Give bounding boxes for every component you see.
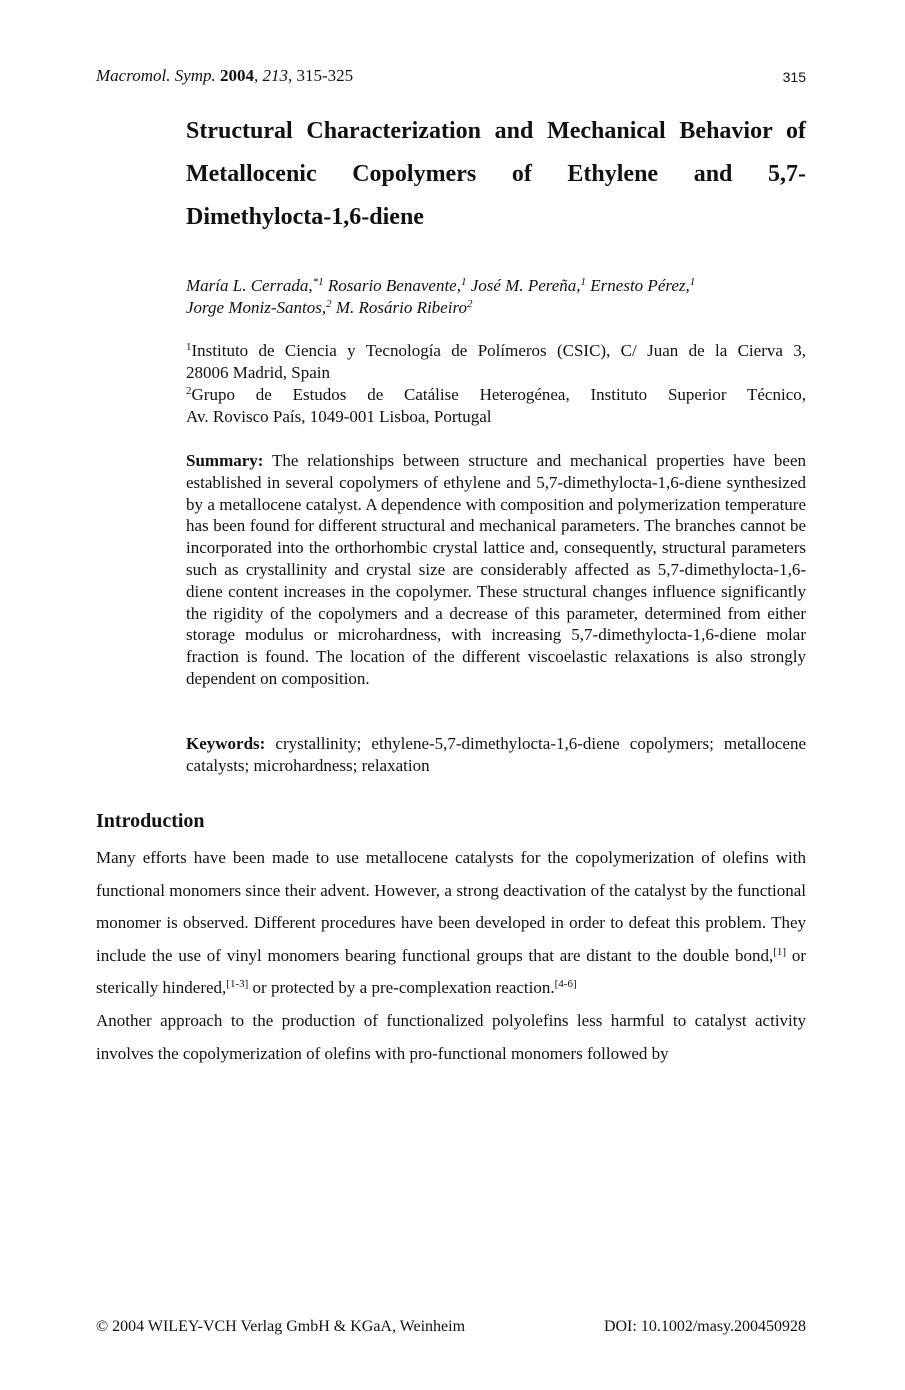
intro-paragraph-1: Many efforts have been made to use metallocene catalysts for the copolymerization of olefins with functional monomers since their advent. However, a strong deactivation of the catalyst by the functional monomer is observed. Different procedures have been developed in order to defeat this problem. They include the use of vinyl monomers bearing functional groups that are distant to the double bond,[1] or sterically hindered,[1-3] or protected by a pre-complexation reaction.[4-6] [96, 848, 806, 998]
author-list [186, 275, 806, 319]
paper-title [186, 110, 806, 239]
author-affil-mark: 1 [689, 276, 696, 288]
footer-copyright: © 2004 WILEY-VCH Verlag GmbH & KGaA, Weinheim [96, 1318, 466, 1335]
keywords [186, 733, 806, 777]
page-number: 315 [782, 69, 806, 85]
author-affil-mark: 1 [580, 276, 587, 288]
section-heading-introduction: Introduction [96, 810, 205, 832]
author-name: Ernesto Pérez, [590, 276, 690, 295]
author-affil-mark: 2 [326, 298, 332, 310]
citation-ref: [1-3] [226, 978, 249, 991]
journal-name: Macromol. Symp. [96, 66, 216, 85]
author-affil-mark: *1 [312, 276, 324, 288]
introduction-body [96, 842, 806, 1070]
journal-pages: 315-325 [296, 66, 354, 85]
author-affil-mark: 1 [460, 276, 467, 288]
keywords-text: crystallinity; ethylene-5,7-dimethylocta-1,6-diene copolymers; metallocene catalysts; microhardness; relaxation [186, 734, 806, 775]
title-line-1: Structural Characterization and Mechanical Behavior of [186, 118, 806, 144]
affiliation-1-city: 28006 Madrid, Spain [186, 363, 331, 382]
author-name: José M. Pereña, [470, 276, 581, 295]
author-name: M. Rosário Ribeiro [335, 298, 467, 317]
author-affil-mark: 2 [466, 298, 473, 310]
author-name: Jorge Moniz-Santos, [186, 298, 327, 317]
affiliation-2: $^2$Grupo de Estudos de Catálise Heterogénea, Instituto Superior Técnico, [186, 385, 806, 404]
affiliations [186, 340, 806, 428]
affiliation-1: $^1$Instituto de Ciencia y Tecnología de Polímeros (CSIC), C/ Juan de la Cierva 3, [186, 341, 806, 360]
journal-volume: 213 [262, 66, 289, 85]
summary-abstract [186, 450, 806, 690]
summary-text: The relationships between structure and mechanical properties have been established in several copolymers of ethylene and 5,7-dimethylocta-1,6-diene synthesized by a metallocene catalyst. A dependence with composition and polymerization temperature has been found for different structural and mechanical parameters. The branches cannot be incorporated into the orthorhombic crystal lattice and, consequently, structural parameters such as crystallinity and crystal size are considerably affected as 5,7-dimethylocta-1,6-diene content increases in the copolymer. These structural changes influence significantly the rigidity of the copolymers and a decrease of this parameter, determined from either storage modulus or microhardness, with increasing 5,7-dimethylocta-1,6-diene molar fraction is found. The location of the different viscoelastic relaxations is also strongly dependent on composition. [186, 451, 806, 688]
author-name: Rosario Benavente, [327, 276, 461, 295]
intro-paragraph-2: Another approach to the production of functionalized polyolefins less harmful to catalyst activity involves the copolymerization of olefins with pro-functional monomers followed by [96, 1010, 806, 1063]
journal-year: 2004 [220, 66, 255, 85]
affiliation-2-city: Av. Rovisco País, 1049-001 Lisboa, Portugal [186, 407, 492, 426]
keywords-label: Keywords: [186, 734, 266, 753]
title-line-3: Dimethylocta-1,6-diene [186, 204, 424, 230]
journal-citation: Macromol. Symp. 2004, 213, 315-325 [96, 66, 354, 85]
citation-ref: [1] [773, 945, 787, 958]
footer-doi: DOI: 10.1002/masy.200450928 [603, 1318, 806, 1335]
citation-ref: [4-6] [554, 978, 577, 991]
author-name: María L. Cerrada, [186, 276, 313, 295]
title-line-2: Metallocenic Copolymers of Ethylene and 5,7- [186, 161, 806, 187]
summary-label: Summary: [186, 451, 264, 470]
